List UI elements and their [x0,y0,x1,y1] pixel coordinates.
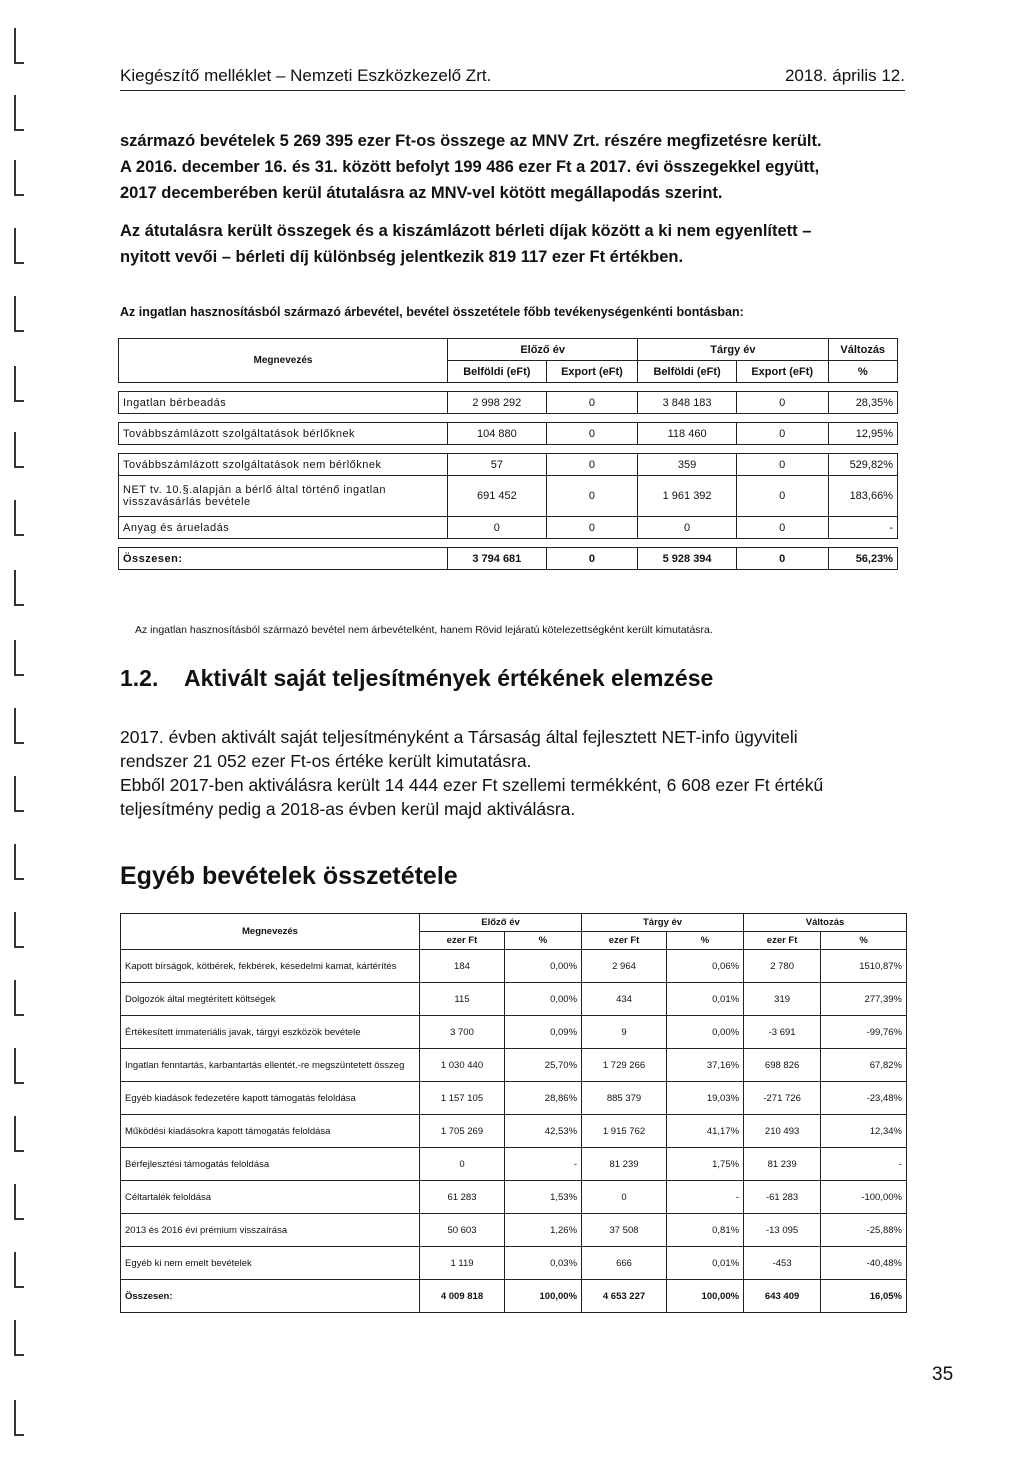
cell-value: -40,48% [821,1247,907,1280]
table-row [119,517,898,539]
cell-value: 3 794 681 [448,548,547,570]
cell-value: 0 [546,454,638,476]
table1-footnote: Az ingatlan hasznosításból származó bevétel nem árbevételként, hanem Rövid lejáratú kötelezettségként került kimutatásra. [135,624,713,636]
cell-value: 1,53% [504,1181,581,1214]
section-body [120,725,920,821]
cell-value: 115 [420,983,505,1016]
cell-value: 5 928 394 [638,548,737,570]
cell-value: 643 409 [744,1280,821,1313]
cell-value: 81 239 [744,1148,821,1181]
cell-value: 2 780 [744,950,821,983]
cell-value: 0 [420,1148,505,1181]
cell-value: 57 [448,454,547,476]
col-header-eft: ezer Ft [582,932,667,950]
cell-value: 0,03% [504,1247,581,1280]
cell-value: 1 729 266 [582,1049,667,1082]
cell-value: 37 508 [582,1214,667,1247]
table-row [121,1181,907,1214]
cell-value: 1510,87% [821,950,907,983]
page-number: 35 [932,1364,954,1385]
cell-value: 1,75% [666,1148,743,1181]
table-row [121,1214,907,1247]
cell-value: - [504,1148,581,1181]
cell-value: 2 998 292 [448,392,547,414]
cell-value: 0 [546,476,638,517]
table-total-row [121,1280,907,1313]
table-row [121,1082,907,1115]
cell-value: 319 [744,983,821,1016]
cell-value: 0 [736,392,828,414]
cell-value: 0 [448,517,547,539]
cell-value: 28,86% [504,1082,581,1115]
intro-paragraph-2 [120,218,920,270]
col-header-domestic: Belföldi (eFt) [448,361,547,383]
body-line: rendszer 21 052 ezer Ft-os értéke került kimutatásra. [120,751,532,771]
cell-value: 0,81% [666,1214,743,1247]
cell-value: 0,00% [666,1016,743,1049]
cell-value: 56,23% [828,548,898,570]
cell-value: 210 493 [744,1115,821,1148]
col-header-current-year: Tárgy év [582,914,744,932]
cell-value: 2 964 [582,950,667,983]
row-label: 2013 és 2016 évi prémium visszaírása [121,1214,420,1247]
row-label: Egyéb ki nem emelt bevételek [121,1247,420,1280]
row-label: Dolgozók által megtérített költségek [121,983,420,1016]
cell-value: 885 379 [582,1082,667,1115]
cell-value: -13 095 [744,1214,821,1247]
cell-value: 0 [736,548,828,570]
row-label: Működési kiadásokra kapott támogatás feloldása [121,1115,420,1148]
cell-value: 118 460 [638,423,737,445]
intro-line: Az átutalásra került összegek és a kiszámlázott bérleti díjak között a ki nem egyenlített – [120,222,812,240]
cell-value: 3 848 183 [638,392,737,414]
cell-value: 1 705 269 [420,1115,505,1148]
section-title: Aktivált saját teljesítmények értékének elemzése [184,665,714,691]
cell-value: 0 [736,517,828,539]
cell-value: - [821,1148,907,1181]
cell-value: 434 [582,983,667,1016]
table-row [119,454,898,476]
cell-value: 67,82% [821,1049,907,1082]
col-header-eft: ezer Ft [744,932,821,950]
table-row [119,476,898,517]
cell-value: 16,05% [821,1280,907,1313]
cell-value: 3 700 [420,1016,505,1049]
cell-value: 1 157 105 [420,1082,505,1115]
cell-value: 0,00% [504,983,581,1016]
row-label: Egyéb kiadások fedezetére kapott támogatás feloldása [121,1082,420,1115]
row-label: Céltartalék feloldása [121,1181,420,1214]
cell-value: 41,17% [666,1115,743,1148]
row-label: NET tv. 10.§.alapján a bérlő által történő ingatlan visszavásárlás bevétele [119,476,448,517]
table-row [121,1247,907,1280]
row-label: Bérfejlesztési támogatás feloldása [121,1148,420,1181]
row-label: Továbbszámlázott szolgáltatások nem bérlőknek [119,454,448,476]
cell-value: 359 [638,454,737,476]
cell-value: -3 691 [744,1016,821,1049]
cell-value: 4 009 818 [420,1280,505,1313]
cell-value: 691 452 [448,476,547,517]
col-header-change: Változás [744,914,907,932]
col-header-eft: ezer Ft [420,932,505,950]
cell-value: 50 603 [420,1214,505,1247]
cell-value: 1 915 762 [582,1115,667,1148]
col-header-domestic: Belföldi (eFt) [638,361,737,383]
body-line: 2017. évben aktivált saját teljesítményként a Társaság által fejlesztett NET-info ügyviteli [120,727,798,747]
table-row [121,983,907,1016]
cell-value: 28,35% [828,392,898,414]
row-label: Összesen: [121,1280,420,1313]
cell-value: 529,82% [828,454,898,476]
table1-caption: Az ingatlan hasznosításból származó árbevétel, bevétel összetétele főbb tevékenységenkénti bontásban: [120,305,744,319]
intro-paragraph-1 [120,128,920,206]
cell-value: 0 [736,423,828,445]
col-header-percent: % [504,932,581,950]
cell-value: 37,16% [666,1049,743,1082]
table-row [121,1148,907,1181]
cell-value: 19,03% [666,1082,743,1115]
col-header-change: Változás [828,339,898,361]
cell-value: -23,48% [821,1082,907,1115]
header-date: 2018. április 12. [784,66,905,85]
cell-value: 183,66% [828,476,898,517]
row-label: Ingatlan fenntartás, karbantartás ellentét.-re megszüntetett összeg [121,1049,420,1082]
cell-value: -271 726 [744,1082,821,1115]
cell-value: 698 826 [744,1049,821,1082]
cell-value: 0,06% [666,950,743,983]
col-header-percent: % [828,361,898,383]
binding-margin-marks [0,0,30,1465]
cell-value: 12,95% [828,423,898,445]
cell-value: 1 030 440 [420,1049,505,1082]
cell-value: 61 283 [420,1181,505,1214]
col-header-name: Megnevezés [121,914,420,950]
table-row [121,1115,907,1148]
col-header-prev-year: Előző év [420,914,582,932]
section-number: 1.2. [120,665,159,691]
cell-value: 42,53% [504,1115,581,1148]
cell-value: 0 [736,454,828,476]
section-heading [120,665,713,692]
cell-value: 0 [638,517,737,539]
row-label: Kapott bírságok, kötbérek, fekbérek, késedelmi kamat, kártérítés [121,950,420,983]
cell-value: 0,09% [504,1016,581,1049]
cell-value: 0,01% [666,1247,743,1280]
cell-value: 0 [546,392,638,414]
cell-value: 81 239 [582,1148,667,1181]
cell-value: 0 [546,517,638,539]
cell-value: -453 [744,1247,821,1280]
col-header-current-year: Tárgy év [638,339,828,361]
table-row [121,950,907,983]
page-header [120,66,905,91]
row-label: Anyag és árueladás [119,517,448,539]
intro-line: A 2016. december 16. és 31. között befolyt 199 486 ezer Ft a 2017. évi összegekkel együtt, [120,158,820,176]
table-row [119,423,898,445]
row-label: Továbbszámlázott szolgáltatások bérlőknek [119,423,448,445]
cell-value: 1 119 [420,1247,505,1280]
cell-value: -61 283 [744,1181,821,1214]
cell-value: 12,34% [821,1115,907,1148]
cell-value: 0 [582,1181,667,1214]
cell-value: -25,88% [821,1214,907,1247]
cell-value: 100,00% [504,1280,581,1313]
intro-line: nyitott vevői – bérleti díj különbség jelentkezik 819 117 ezer Ft értékben. [120,248,684,266]
intro-line: 2017 decemberében kerül átutalásra az MNV-vel kötött megállapodás szerint. [120,184,723,202]
col-header-percent: % [666,932,743,950]
cell-value: -99,76% [821,1016,907,1049]
cell-value: 4 653 227 [582,1280,667,1313]
body-line: teljesítmény pedig a 2018-as évben kerül majd aktiválásra. [120,799,576,819]
intro-line: származó bevételek 5 269 395 ezer Ft-os összege az MNV Zrt. részére megfizetésre került. [120,132,822,150]
cell-value: 184 [420,950,505,983]
cell-value: 9 [582,1016,667,1049]
row-label: Összesen: [119,548,448,570]
cell-value: 25,70% [504,1049,581,1082]
cell-value: 100,00% [666,1280,743,1313]
cell-value: -100,00% [821,1181,907,1214]
table-row [121,1016,907,1049]
cell-value: 666 [582,1247,667,1280]
col-header-prev-year: Előző év [448,339,638,361]
cell-value: 0,00% [504,950,581,983]
col-header-export: Export (eFt) [546,361,638,383]
cell-value: 277,39% [821,983,907,1016]
cell-value: 1 961 392 [638,476,737,517]
cell-value: 0,01% [666,983,743,1016]
cell-value: - [666,1181,743,1214]
col-header-percent: % [821,932,907,950]
table-row [121,1049,907,1082]
table-total-row [119,548,898,570]
cell-value: 104 880 [448,423,547,445]
header-title: Kiegészítő melléklet – Nemzeti Eszközkezelő Zrt. [120,66,492,85]
revenue-breakdown-table [118,338,898,570]
other-income-heading: Egyéb bevételek összetétele [120,862,458,890]
row-label: Értékesített immateriális javak, tárgyi eszközök bevétele [121,1016,420,1049]
col-header-name: Megnevezés [119,339,448,383]
cell-value: 0 [546,548,638,570]
cell-value: 1,26% [504,1214,581,1247]
other-income-table [120,913,907,1313]
table-row [119,392,898,414]
col-header-export: Export (eFt) [736,361,828,383]
row-label: Ingatlan bérbeadás [119,392,448,414]
cell-value: 0 [736,476,828,517]
body-line: Ebből 2017-ben aktiválásra került 14 444 ezer Ft szellemi termékként, 6 608 ezer Ft értékű [120,775,824,795]
cell-value: 0 [546,423,638,445]
cell-value: - [828,517,898,539]
